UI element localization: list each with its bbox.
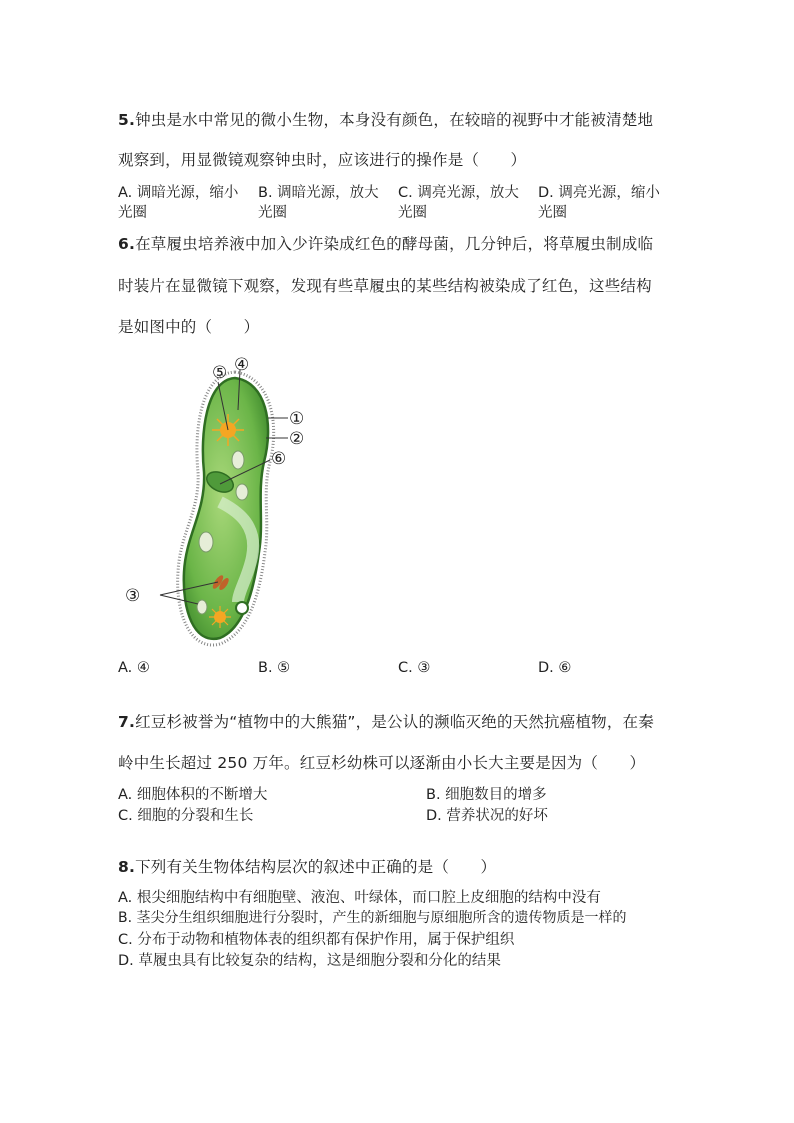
q8-number: 8. bbox=[118, 858, 136, 876]
q5-number: 5. bbox=[118, 111, 136, 129]
q6-option-a[interactable]: A. ④ bbox=[118, 660, 150, 676]
q5-line-1: 5.钟虫是水中常见的微小生物，本身没有颜色，在较暗的视野中才能被清楚地 bbox=[118, 111, 654, 129]
q6-line-1: 6.在草履虫培养液中加入少许染成红色的酵母菌，几分钟后，将草履虫制成临 bbox=[118, 235, 654, 253]
label-3: ③ bbox=[125, 586, 141, 606]
q8-option-c[interactable]: C. 分布于动物和植物体表的组织都有保护作用，属于保护组织 bbox=[118, 932, 515, 948]
q6-number: 6. bbox=[118, 235, 136, 253]
q6-option-d[interactable]: D. ⑥ bbox=[538, 660, 572, 676]
label-2: ② bbox=[289, 429, 305, 449]
q7-line-1: 7.红豆杉被誉为“植物中的大熊猫”，是公认的濒临灭绝的天然抗癌植物，在秦 bbox=[118, 713, 654, 731]
q5-option-a-cont: 光圈 bbox=[118, 205, 147, 221]
q6-line-3: 是如图中的（ ） bbox=[118, 318, 260, 336]
q8-option-b[interactable]: B. 茎尖分生组织细胞进行分裂时，产生的新细胞与原细胞所含的遗传物质是一样的 bbox=[118, 910, 627, 926]
q8-option-a[interactable]: A. 根尖细胞结构中有细胞壁、液泡、叶绿体，而口腔上皮细胞的结构中没有 bbox=[118, 890, 601, 906]
q5-line-2: 观察到，用显微镜观察钟虫时，应该进行的操作是（ ） bbox=[118, 151, 527, 169]
q6-line-2: 时装片在显微镜下观察，发现有些草履虫的某些结构被染成了红色，这些结构 bbox=[118, 277, 652, 295]
paramecium-figure bbox=[120, 352, 320, 652]
q7-number: 7. bbox=[118, 713, 136, 731]
q8-option-d[interactable]: D. 草履虫具有比较复杂的结构，这是细胞分裂和分化的结果 bbox=[118, 953, 501, 969]
q6-option-b[interactable]: B. ⑤ bbox=[258, 660, 291, 676]
q8-line-1: 8.下列有关生物体结构层次的叙述中正确的是（ ） bbox=[118, 858, 497, 876]
label-5: ⑤ bbox=[212, 363, 228, 383]
q5-option-c[interactable]: C. 调亮光源，放大 bbox=[398, 185, 519, 201]
q7-line-2: 岭中生长超过 250 万年。红豆杉幼株可以逐渐由小长大主要是因为（ ） bbox=[118, 754, 646, 772]
label-1: ① bbox=[289, 409, 305, 429]
q7-option-d[interactable]: D. 营养状况的好坏 bbox=[426, 808, 548, 824]
q7-option-c[interactable]: C. 细胞的分裂和生长 bbox=[118, 808, 254, 824]
q5-option-d[interactable]: D. 调亮光源，缩小 bbox=[538, 185, 660, 201]
q7-option-a[interactable]: A. 细胞体积的不断增大 bbox=[118, 787, 268, 803]
q5-option-a[interactable]: A. 调暗光源，缩小 bbox=[118, 185, 239, 201]
q5-option-b[interactable]: B. 调暗光源，放大 bbox=[258, 185, 379, 201]
label-6: ⑥ bbox=[271, 449, 287, 469]
label-4: ④ bbox=[234, 355, 250, 375]
q5-option-b-cont: 光圈 bbox=[258, 205, 287, 221]
q6-option-c[interactable]: C. ③ bbox=[398, 660, 431, 676]
contractile-vacuole-bottom bbox=[209, 606, 231, 628]
q5-option-c-cont: 光圈 bbox=[398, 205, 427, 221]
q7-option-b[interactable]: B. 细胞数目的增多 bbox=[426, 787, 547, 803]
q5-option-d-cont: 光圈 bbox=[538, 205, 567, 221]
